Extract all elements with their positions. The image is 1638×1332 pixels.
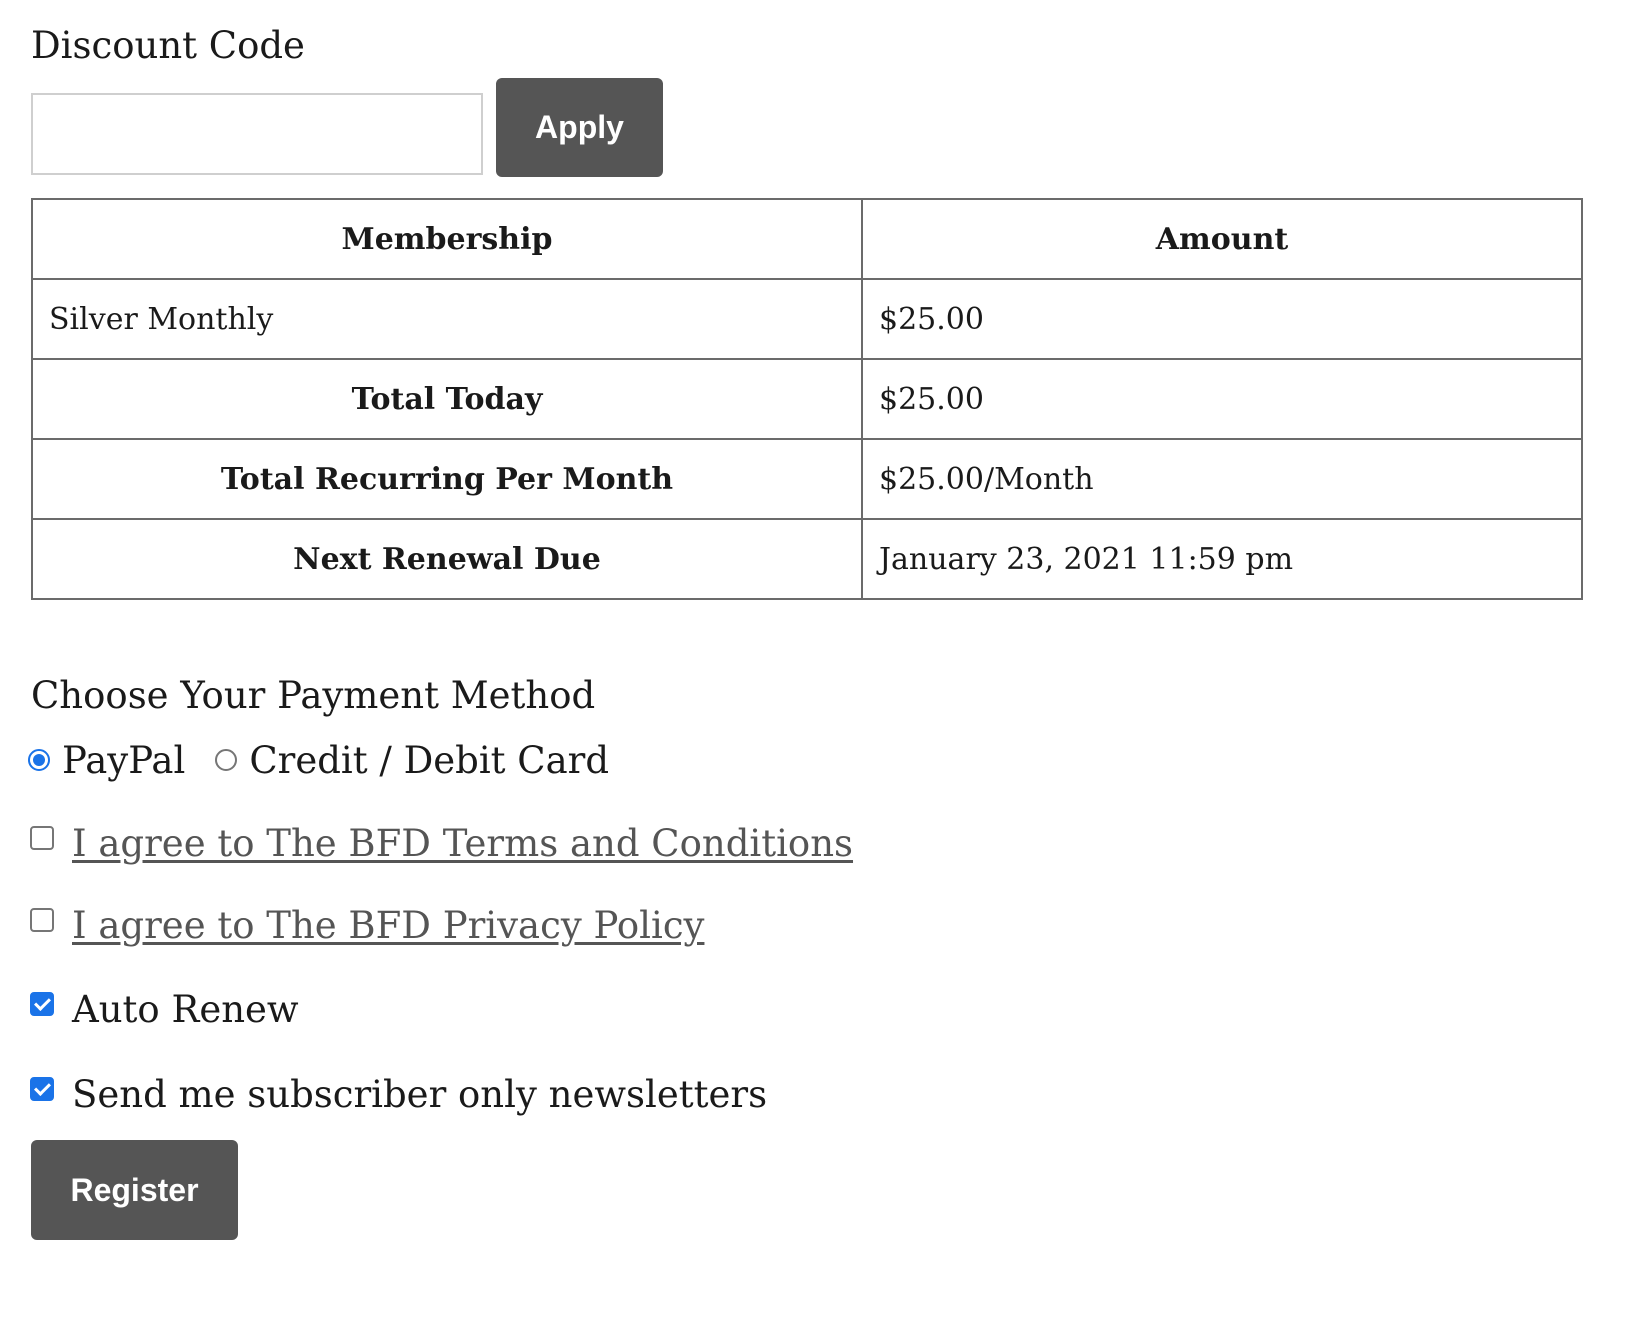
apply-button[interactable]: Apply (496, 78, 663, 177)
next-renewal-label: Next Renewal Due (32, 519, 862, 599)
newsletter-checkbox[interactable] (30, 1077, 54, 1101)
membership-level-cell: Silver Monthly (32, 279, 862, 359)
table-row (32, 279, 1582, 359)
membership-amount-cell: $25.00 (862, 279, 1582, 359)
total-recurring-label: Total Recurring Per Month (32, 439, 862, 519)
privacy-checkbox[interactable] (30, 908, 54, 932)
auto-renew-label[interactable]: Auto Renew (72, 988, 299, 1031)
payment-method-heading: Choose Your Payment Method (31, 674, 596, 717)
auto-renew-checkbox[interactable] (30, 992, 54, 1016)
privacy-agreement-row (30, 902, 704, 952)
total-today-value: $25.00 (862, 359, 1582, 439)
credit-card-radio[interactable] (215, 749, 237, 771)
paypal-radio[interactable] (28, 749, 50, 771)
terms-link[interactable]: I agree to The BFD Terms and Conditions (72, 822, 854, 865)
membership-summary-table (31, 198, 1583, 600)
table-row (32, 439, 1582, 519)
newsletter-row (30, 1071, 767, 1121)
membership-column-header: Membership (32, 199, 862, 279)
discount-code-input[interactable] (31, 93, 483, 175)
table-row (32, 359, 1582, 439)
discount-code-label: Discount Code (31, 24, 305, 67)
amount-column-header: Amount (862, 199, 1582, 279)
auto-renew-row (30, 986, 299, 1036)
credit-card-radio-label[interactable]: Credit / Debit Card (249, 738, 610, 782)
newsletter-label[interactable]: Send me subscriber only newsletters (72, 1073, 768, 1116)
terms-agreement-row (30, 820, 853, 870)
total-recurring-value: $25.00/Month (862, 439, 1582, 519)
table-row (32, 519, 1582, 599)
privacy-link[interactable]: I agree to The BFD Privacy Policy (72, 904, 705, 947)
payment-method-options (28, 736, 609, 784)
register-button[interactable]: Register (31, 1140, 238, 1240)
terms-checkbox[interactable] (30, 826, 54, 850)
paypal-radio-label[interactable]: PayPal (62, 738, 186, 782)
table-header-row (32, 199, 1582, 279)
total-today-label: Total Today (32, 359, 862, 439)
next-renewal-value: January 23, 2021 11:59 pm (862, 519, 1582, 599)
